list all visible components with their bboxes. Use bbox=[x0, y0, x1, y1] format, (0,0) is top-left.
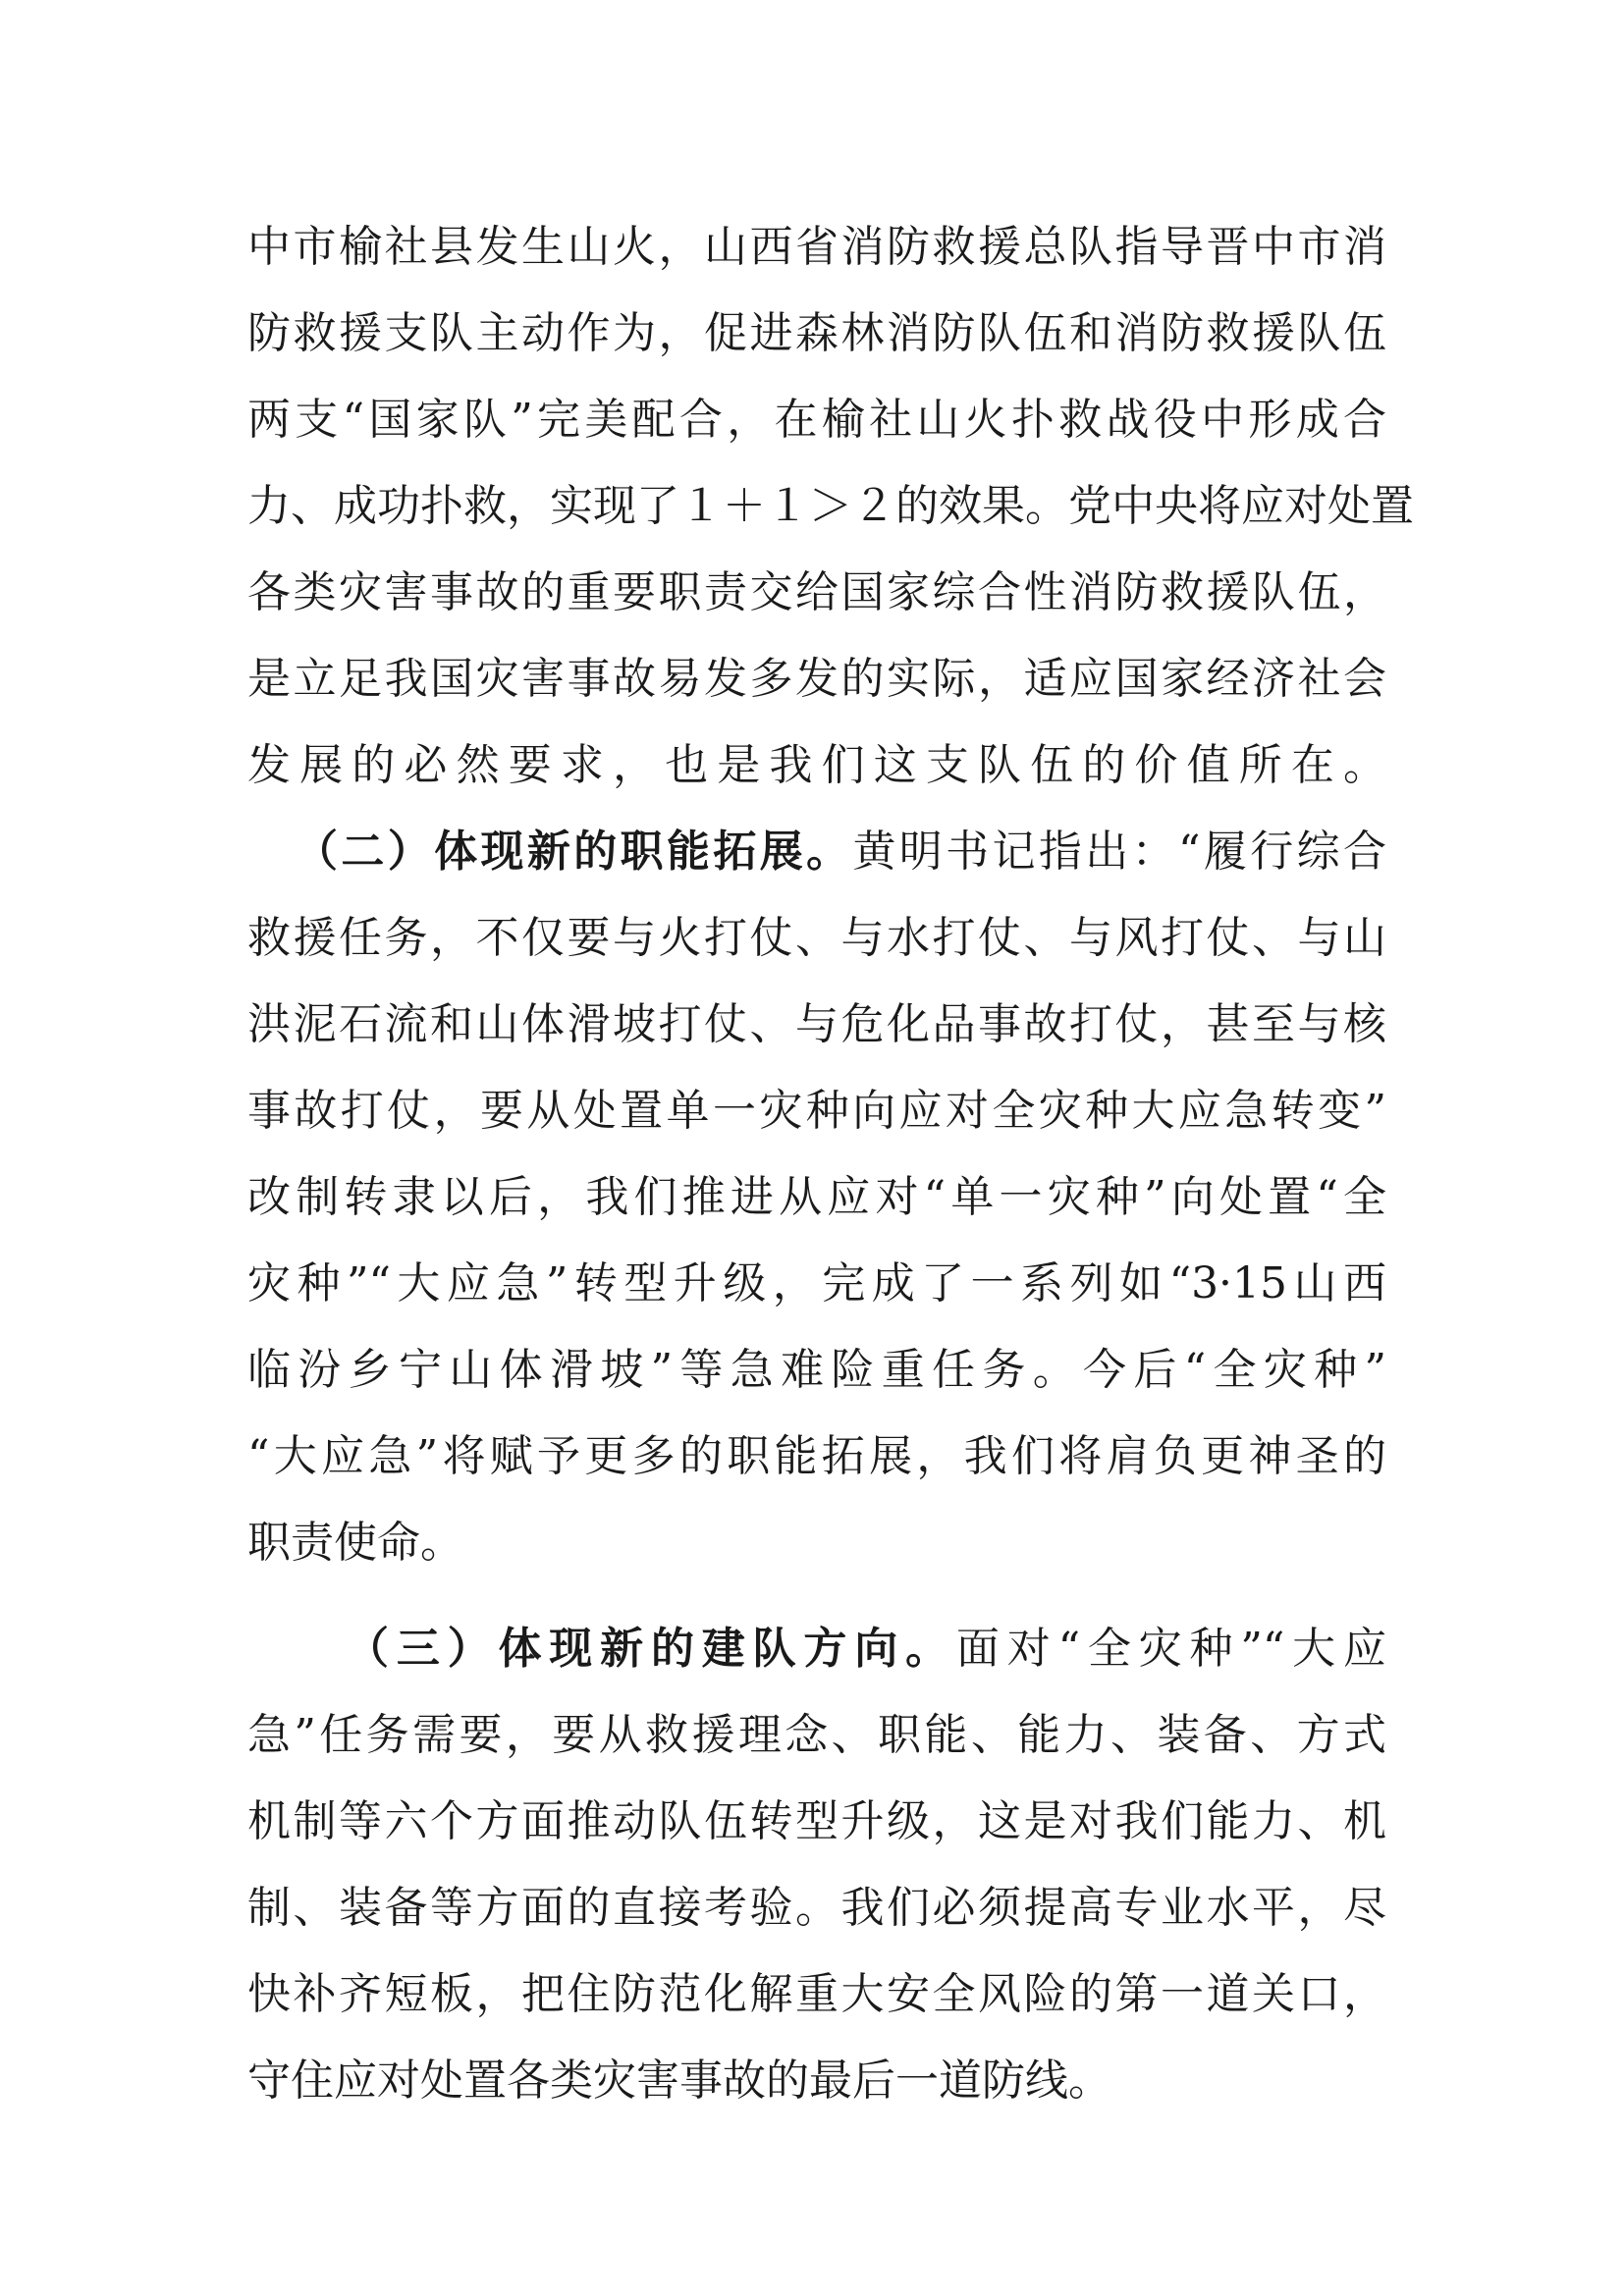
paragraph-3-line-6: 守住应对处置各类灾害事故的最后一道防线。 bbox=[247, 2056, 1111, 2106]
paragraph-2-first-line bbox=[295, 813, 1386, 891]
paragraph-2-line-3: 洪泥石流和山体滑坡打仗、与危化品事故打仗，甚至与核 bbox=[247, 999, 1386, 1049]
paragraph-1-line-6: 是立足我国灾害事故易发多发的实际，适应国家经济社会 bbox=[247, 654, 1386, 704]
paragraph-3-line-5: 快补齐短板，把住防范化解重大安全风险的第一道关口， bbox=[247, 1969, 1386, 2019]
paragraph-2-line-7: 临汾乡宁山体滑坡”等急难险重任务。今后“全灾种” bbox=[247, 1345, 1386, 1395]
paragraph-3-line-4: 制、装备等方面的直接考验。我们必须提高专业水平，尽 bbox=[247, 1883, 1386, 1933]
section-heading-2: （二）体现新的职能拓展。 bbox=[295, 827, 853, 877]
paragraph-3-first-line-text: 面对“全灾种”“大应 bbox=[955, 1624, 1387, 1674]
paragraph-2-line-6: 灾种”“大应急”转型升级，完成了一系列如“3·15山西 bbox=[247, 1258, 1386, 1308]
paragraph-3-line-3: 机制等六个方面推动队伍转型升级，这是对我们能力、机 bbox=[247, 1796, 1386, 1846]
paragraph-2-line-2: 救援任务，不仅要与火打仗、与水打仗、与风打仗、与山 bbox=[247, 913, 1386, 963]
paragraph-3-line-2: 急”任务需要，要从救援理念、职能、能力、装备、方式 bbox=[247, 1710, 1386, 1760]
paragraph-2-line-4: 事故打仗，要从处置单一灾种向应对全灾种大应急转变” bbox=[247, 1086, 1386, 1136]
paragraph-2-line-5: 改制转隶以后，我们推进从应对“单一灾种”向处置“全 bbox=[247, 1172, 1386, 1222]
paragraph-3-first-line bbox=[346, 1610, 1386, 1688]
paragraph-1-line-4: 力、成功扑救，实现了１＋１＞２的效果。党中央将应对处置 bbox=[247, 481, 1414, 531]
paragraph-1-line-5: 各类灾害事故的重要职责交给国家综合性消防救援队伍， bbox=[247, 567, 1386, 617]
paragraph-1-line-3: 两支“国家队”完美配合，在榆社山火扑救战役中形成合 bbox=[247, 395, 1386, 445]
paragraph-2-line-9: 职责使命。 bbox=[247, 1518, 463, 1568]
paragraph-1-line-2: 防救援支队主动作为，促进森林消防队伍和消防救援队伍 bbox=[247, 308, 1386, 358]
section-heading-3: （三）体现新的建队方向。 bbox=[346, 1624, 956, 1674]
paragraph-2-line-8: “大应急”将赋予更多的职能拓展，我们将肩负更神圣的 bbox=[247, 1431, 1386, 1481]
paragraph-1-line-1: 中市榆社县发生山火，山西省消防救援总队指导晋中市消 bbox=[247, 222, 1386, 272]
paragraph-2-first-line-text: 黄明书记指出：“履行综合 bbox=[852, 827, 1386, 877]
paragraph-1-line-7: 发展的必然要求，也是我们这支队伍的价值所在。 bbox=[247, 740, 1386, 790]
